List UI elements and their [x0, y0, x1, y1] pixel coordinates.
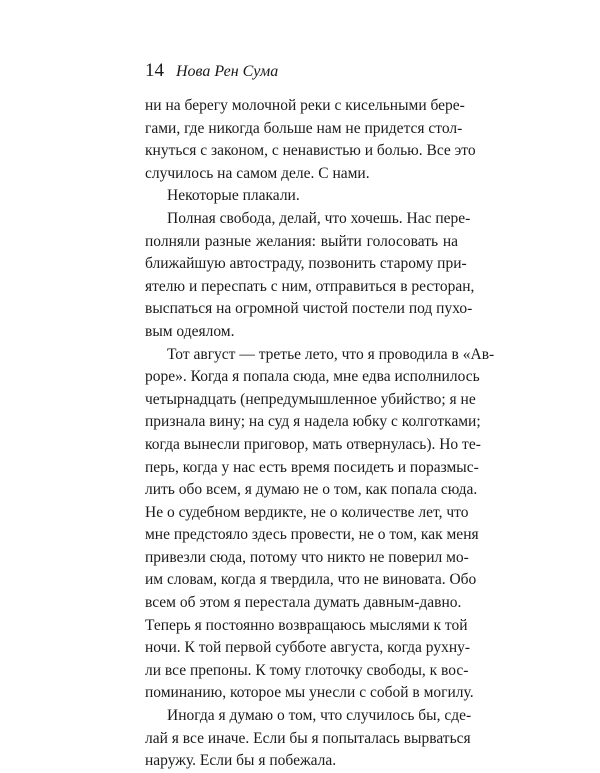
body-text [145, 95, 495, 773]
text-line: четырнадцать (непредумышленное убийство; я не [145, 390, 476, 408]
text-line: выспаться на огромной чистой постели под пухо- [145, 300, 473, 318]
text-line: Некоторые плакали. [167, 187, 300, 205]
page-number: 14 [145, 60, 164, 81]
text-line: перь, когда у нас есть время посидеть и поразмыс- [145, 458, 479, 476]
text-line: вым одеялом. [145, 322, 235, 340]
text-line: ятелю и переспать с ним, отправиться в ресторан, [145, 277, 475, 295]
text-line: привезли сюда, потому что никто не поверил мо- [145, 548, 469, 566]
text-line: Не о судебном вердикте, не о количестве лет, что [145, 503, 469, 521]
text-line: лай я все иначе. Если бы я попыталась вырваться [145, 729, 471, 747]
text-line: случилось на самом деле. С нами. [145, 164, 370, 182]
text-line: когда вынесли приговор, мать отвернулась). Но те- [145, 435, 481, 453]
text-line: мне предстояло здесь провести, не о том, как меня [145, 526, 479, 544]
text-line: признала вину; на суд я надела юбку с колготками; [145, 413, 481, 431]
text-line: наружу. Если бы я побежала. [145, 752, 337, 770]
text-line: Полная свобода, делай, что хочешь. Нас пере- [167, 209, 471, 227]
text-line: всем об этом я перестала думать давным-давно. [145, 594, 462, 612]
text-line: Тот август — третье лето, что я проводила в «Ав- [167, 345, 495, 363]
page-header [145, 60, 278, 82]
text-line: ближайшую автостраду, позвонить старому при- [145, 255, 467, 273]
text-line: гами, где никогда больше нам не придется стол- [145, 119, 463, 137]
text-line: Теперь я постоянно возвращаюсь мыслями к той [145, 616, 468, 634]
text-line: поминанию, которое мы унесли с собой в могилу. [145, 684, 474, 702]
text-line: лить обо всем, я думаю не о том, как попала сюда. [145, 481, 478, 499]
text-line: роре». Когда я попала сюда, мне едва исполнилось [145, 368, 480, 386]
text-line: ночи. К той первой субботе августа, когда рухну- [145, 639, 471, 657]
running-title: Нова Рен Сума [176, 63, 279, 80]
text-line: кнуться с законом, с ненавистью и болью. Все это [145, 142, 476, 160]
text-line: ни на берегу молочной реки с кисельными бере- [145, 97, 465, 114]
text-line: ли все препоны. К тому глоточку свободы, к вос- [145, 661, 469, 679]
text-line: им словам, когда я твердила, что не виновата. Обо [145, 571, 477, 589]
text-line: Иногда я думаю о том, что случилось бы, сде- [167, 707, 472, 725]
text-line: полняли разные желания: выйти голосовать на [145, 232, 458, 250]
